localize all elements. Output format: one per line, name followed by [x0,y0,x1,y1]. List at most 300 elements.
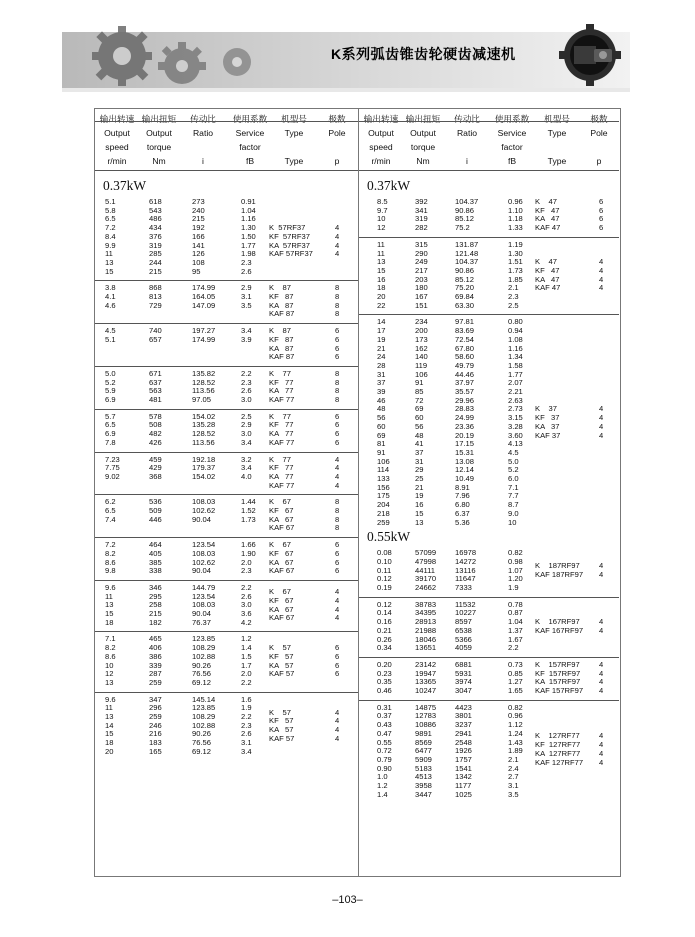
table-row [95,635,358,644]
cell: 0.20 [377,659,392,669]
cell: 6.9 [105,395,116,404]
table-row [359,730,619,739]
cell: 108.29 [192,712,216,721]
type-label: KF 127RF77 [535,740,581,750]
cell: 1.20 [508,574,523,584]
table-row [359,388,619,397]
table-row [359,773,619,782]
cell: 48 [377,404,386,414]
cell: 1.6 [241,694,252,704]
table-row [359,353,619,362]
cell: 75.20 [455,283,475,293]
header-text: Output [104,128,130,138]
table-row [95,430,358,439]
cell: 1.58 [508,360,523,370]
cell: 5366 [455,634,472,644]
cell: 0.19 [377,583,392,592]
cell: 2.63 [508,395,523,405]
cell: 1926 [455,746,472,756]
left-table [95,108,358,875]
cell: 60 [377,421,386,431]
cell: 315 [415,239,428,249]
cell: 47998 [415,556,437,566]
page-number: –103– [332,894,363,906]
cell: 1.90 [241,548,256,558]
type-label: K 87 [269,283,291,293]
cell: 481 [149,395,162,404]
cell: 1.77 [241,240,256,250]
cell: 165 [149,746,162,756]
type-label: K 187RF97 [535,561,580,571]
cell: 578 [149,411,162,421]
type-label: KAF 187RF97 [535,569,584,579]
block-separator [359,657,619,658]
cell: 154.02 [192,411,216,421]
table-row [359,241,619,250]
cell: 24662 [415,583,437,592]
cell: 7.8 [105,437,116,447]
cell: 346 [149,582,162,592]
cell: 1.10 [508,205,523,215]
table-row [95,619,358,628]
cell: 3.4 [241,437,252,447]
cell: 4.13 [508,439,523,449]
header-text: Type [284,128,304,138]
type-label: KAF 167RF97 [535,625,584,635]
pole-value: 6 [599,214,604,224]
table-row [95,198,358,207]
pole-value: 8 [335,368,340,378]
cell: 1.16 [508,343,523,353]
cell: 259 [377,517,390,527]
cell: 13 [105,600,114,610]
cell: 76.37 [192,617,212,627]
cell: 11 [377,239,385,249]
table-row [359,501,619,510]
table-row [359,449,619,458]
cell: 1.2 [377,781,388,790]
cell: 164.05 [192,292,216,301]
cell: 217 [415,265,428,275]
cell: 9.6 [105,582,116,592]
header-text: 输出转速 [363,114,399,124]
cell: 56 [415,421,424,431]
table-row [359,432,619,441]
header-text: Type [547,128,567,138]
cell: 167 [415,292,428,301]
cell: 5.36 [455,517,470,527]
cell: 0.16 [377,617,392,627]
cell: 1.16 [241,214,256,224]
type-label: KF 77 [269,420,294,430]
cell: 5183 [415,763,432,773]
cell: 41 [415,439,424,449]
table-row [359,601,619,610]
pole-value: 6 [335,411,340,421]
pole-value: 4 [599,274,604,284]
header-text: Nm [416,156,430,166]
cell: 113.56 [192,386,215,396]
type-label: K 57RF37 [269,223,306,233]
header-text: Ratio [192,128,214,138]
cell: 3.9 [241,334,252,344]
type-label: KAF 57 [269,669,295,679]
pole-value: 4 [599,617,604,627]
table-row [359,362,619,371]
table-row [95,679,358,688]
cell: 2.7 [508,772,519,782]
cell: 12 [105,669,114,679]
pole-value: 4 [335,707,340,717]
cell: 240 [192,205,205,215]
pole-value: 4 [335,463,340,473]
table-row [359,791,619,800]
cell: 12 [377,223,386,233]
cell: 166 [192,231,205,241]
type-label: KA 57 [269,660,294,670]
header-text: 机型号 [544,114,570,124]
cell: 8.6 [105,651,116,661]
block-separator [95,580,358,581]
cell: 2.3 [241,566,252,576]
cell: 123.54 [192,591,216,601]
type-label: K 67 [269,497,291,507]
cell: 244 [149,257,162,267]
pole-value: 4 [599,731,604,741]
cell: 95 [192,266,201,276]
cell: 104.37 [455,257,479,267]
cell: 11532 [455,599,476,609]
cell: 8.5 [377,197,388,206]
table-row [95,387,358,396]
cell: 31 [377,369,386,379]
cell: 368 [149,471,162,481]
cell: 63.30 [455,300,475,310]
pole-value: 4 [599,757,604,767]
cell: 90.26 [192,660,212,670]
cell: 35.57 [455,387,475,396]
type-label: K 87 [269,326,291,336]
cell: 197.27 [192,326,216,336]
right-table [359,108,619,875]
cell: 2941 [455,728,472,738]
type-label: K 77 [269,368,291,378]
block-separator [95,494,358,495]
cell: 90.04 [192,566,212,576]
cell: 17.15 [455,439,475,449]
table-row [95,396,358,405]
table-row [359,397,619,406]
cell: 429 [149,463,162,473]
cell: 91 [377,447,386,457]
header-text: speed [369,142,393,152]
cell: 3.5 [241,300,252,310]
cell: 5.0 [508,456,519,466]
table-row [95,456,358,465]
cell: 285 [149,249,162,259]
cell: 18 [105,738,114,748]
cell: 147.09 [192,300,216,310]
cell: 175 [377,491,390,501]
cell: 39170 [415,574,437,584]
cell: 446 [149,514,162,524]
cell: 1.85 [508,274,523,284]
type-label: K 167RF97 [535,617,580,627]
type-label: KF 67 [269,595,294,605]
cell: 179.37 [192,463,216,473]
cell: 18046 [415,634,437,644]
cell: 1.19 [508,239,523,249]
table-row [359,207,619,216]
cell: 121.48 [455,248,479,258]
table-row [95,439,358,448]
cell: 2.4 [508,763,519,773]
type-label: KA 77 [269,386,294,396]
cell: 1.2 [241,634,252,644]
table-row [95,644,358,653]
cell: 3.0 [241,600,252,610]
table-row [359,414,619,423]
cell: 3.4 [241,326,252,336]
block-separator [359,314,619,315]
cell: 10.49 [455,474,475,483]
cell: 123.85 [192,634,216,644]
header-text: Output [146,128,172,138]
header-text [271,140,317,154]
pole-value: 6 [599,205,604,215]
header-text: 使用系数 [232,114,268,124]
cell: 102.88 [192,720,216,730]
type-label: KAF 127RF77 [535,757,584,767]
table-row [359,661,619,670]
cell: 25 [415,474,424,483]
cell: 2.1 [508,283,519,293]
cell: 0.31 [377,702,392,712]
table-row [95,559,358,568]
type-label: KAF 67 [269,566,295,576]
cell: 1177 [455,781,472,790]
pole-value: 6 [335,334,340,344]
table-row [359,258,619,267]
table-row [359,345,619,354]
cell: 508 [149,420,162,430]
pole-value: 4 [335,454,340,464]
cell: 13 [415,517,424,527]
cell: 1.89 [508,746,523,756]
cell: 128.52 [192,377,216,387]
cell: 39 [377,387,386,396]
block-separator [95,409,358,410]
cell: 21 [415,482,424,492]
table-row [95,696,358,705]
cell: 15.31 [455,447,475,457]
cell: 0.37 [377,711,392,721]
pole-value: 8 [335,386,340,396]
cell: 14 [377,317,386,327]
cell: 0.55 [377,737,392,747]
cell: 259 [149,712,162,721]
cell: 174.99 [192,283,216,293]
pole-value: 4 [599,686,604,695]
cell: 1.4 [377,789,388,799]
cell: 3.0 [241,429,252,439]
power-label: 0.55kW [367,529,411,545]
pole-value: 8 [335,506,340,515]
cell: 2.07 [508,378,523,388]
cell: 72.54 [455,334,475,344]
cell: 16 [377,274,386,284]
header-text: Output [368,128,394,138]
cell: 13 [105,712,114,721]
header-text: 极数 [328,114,346,124]
pole-value: 8 [335,300,340,310]
pole-value: 8 [335,395,340,404]
type-label: KAF 37 [535,430,561,440]
cell: 18 [377,283,386,293]
cell: 5.1 [105,334,116,344]
cell: 2.3 [241,720,252,730]
table-header [95,108,358,166]
cell: 20 [377,292,386,301]
table-row [95,601,358,610]
table-row [359,267,619,276]
cell: 44.46 [455,369,475,379]
cell: 2.2 [241,582,252,592]
cell: 102.88 [192,651,216,661]
table-row [95,713,358,722]
cell: 15 [415,508,424,518]
table-row [95,541,358,550]
cell: 3.4 [241,746,252,756]
pole-value: 4 [335,231,340,241]
type-label: KA 57 [269,725,294,735]
pole-value: 4 [335,725,340,735]
header-rule [359,170,619,171]
cell: 174.99 [192,334,216,344]
type-label: KA 67 [269,604,294,614]
cell: 2.21 [508,387,523,396]
cell: 6.5 [105,506,116,515]
cell: 3.2 [241,454,252,464]
cell: 13 [105,677,114,687]
cell: 6538 [455,625,472,635]
cell: 5.7 [105,411,116,421]
table-row [95,473,358,482]
cell: 108 [192,257,205,267]
table-row [95,704,358,713]
cell: 0.46 [377,686,392,695]
cell: 2.6 [241,266,252,276]
pole-value: 6 [335,326,340,336]
cell: 200 [415,326,428,336]
cell: 3237 [455,720,472,730]
cell: 19 [377,334,386,344]
cell: 618 [149,197,162,206]
cell: 15 [377,265,386,275]
page-title: K系列弧齿锥齿轮硬齿减速机 [331,46,516,62]
header-text [319,140,355,154]
cell: 1.77 [508,369,523,379]
pole-value: 8 [335,514,340,524]
cell: 12.14 [455,465,475,475]
cell: 1.52 [241,506,256,515]
type-label: KAF 47 [535,223,561,233]
cell: 6477 [415,746,432,756]
table-row [359,558,619,567]
cell: 203 [415,274,428,284]
cell: 69.84 [455,292,475,301]
cell: 23.36 [455,421,475,431]
cell: 1025 [455,789,472,799]
pole-value: 6 [335,660,340,670]
header-rule [95,170,358,171]
cell: 10 [508,517,517,527]
table-row [95,302,358,311]
cell: 9.7 [377,205,388,215]
cell: 2.2 [508,643,519,653]
cell: 2.2 [241,677,252,687]
header-text: Service [497,128,527,138]
cell: 14875 [415,702,437,712]
pole-value: 6 [599,197,604,206]
pole-value: 4 [599,561,604,571]
cell: 0.26 [377,634,392,644]
cell: 4.2 [241,617,252,627]
cell: 29 [415,465,424,475]
cell: 5.2 [105,377,116,387]
pole-value: 4 [599,257,604,267]
table-row [359,492,619,501]
type-label: K 67 [269,587,291,597]
cell: 347 [149,694,162,704]
pole-value: 4 [335,240,340,250]
cell: 3.6 [241,609,252,618]
pole-value: 4 [335,716,340,726]
table-row [359,609,619,618]
cell: 4.0 [241,471,252,481]
type-label: KF 47 [535,265,560,275]
cell: 385 [149,557,162,567]
cell: 4.1 [105,292,116,301]
cell: 4.5 [508,447,519,457]
pole-value: 6 [599,223,604,233]
cell: 102.62 [192,557,216,567]
type-label: KF 37 [535,413,560,423]
cell: 85.12 [455,274,475,284]
cell: 3.4 [241,463,252,473]
block-separator [95,452,358,453]
cell: 180 [415,283,428,293]
header-text [581,140,617,154]
cell: 154.02 [192,471,216,481]
pole-value: 6 [335,643,340,653]
cell: 76.56 [192,738,212,748]
pole-value: 4 [599,748,604,758]
cell: 2.0 [241,669,252,679]
cell: 434 [149,223,162,233]
cell: 0.34 [377,643,392,653]
cell: 11 [105,591,113,601]
cell: 13 [105,257,114,267]
cell: 182 [149,617,162,627]
table-row [359,721,619,730]
cell: 145.14 [192,694,216,704]
cell: 141 [192,240,205,250]
table-row [359,215,619,224]
cell: 426 [149,437,162,447]
cell: 1342 [455,772,472,782]
pole-value: 4 [599,430,604,440]
